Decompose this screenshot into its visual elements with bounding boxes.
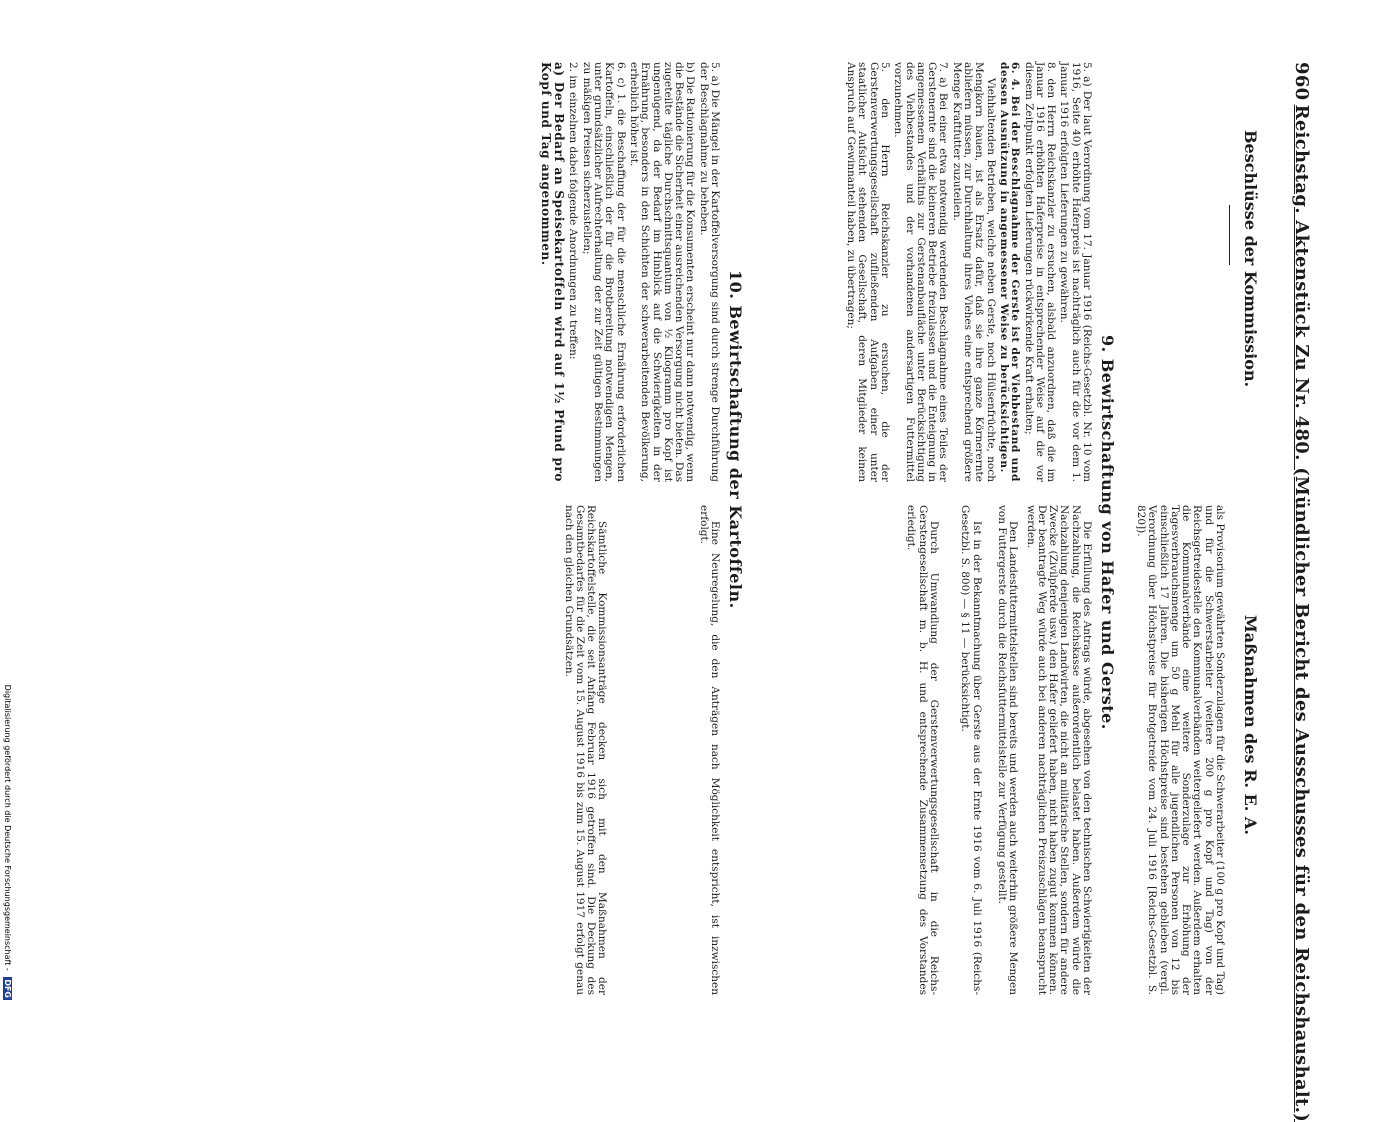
dfg-logo: DFG	[3, 979, 12, 998]
s10-left-item: 2. im einzelnen dabei folgende Anordnungen zu treffen:	[567, 62, 580, 360]
s10-left-item: b) Die Rationierung für die Konsumenten erscheint nur dann notwendig, wenn die Bestände die Sicherheit einer ausreichenden Versorgung nicht bieten. Das zugeteilte tägliche Durchschnittsquantum von ½ Kilogramm pro Kopf ist ungenügend, da der Bedarf im Hinblick auf die Schwierigkeiten in der Ernährung, besonders in den Schichten der schwerarbeitenden Bevölkerung, erheblich höher ist.	[627, 62, 697, 482]
section-9-left	[843, 62, 1092, 482]
header-title: Reichstag. Aktenstück Zu Nr. 480. (Mündlicher Bericht des Ausschusses für den Reichshaushalt.)	[1291, 104, 1312, 1122]
digitization-credit	[0, 0, 12, 1000]
left-column-heading: Beschlüsse der Kommission.	[1241, 130, 1260, 388]
s9-left-item: 7. a) Bei einer etwa notwendig werdenden Beschlagnahme eines Teiles der Gerstenernte sind die kleineren Betriebe freizulassen und die Enteignung in angemessenem Verhältnis zur Gerstenanbaufläche unter Berücksichtigung des Viehbestandes und der vorhandenen andersartigen Futtermittel vorzunehmen.	[892, 62, 950, 482]
s10-left-item: a) Der Bedarf an Speisekartoffeln wird auf 1½ Pfund pro Kopf und Tag angenommen.	[539, 62, 567, 482]
s9-right-item: Ist in der Bekanntmachung über Gerste aus der Ernte 1916 vom 6. Juli 1916 (Reichs-Gesetzbl. S. 800) — § 11 — berücksichtigt.	[959, 505, 983, 995]
s10-left-item: 5. a) Die Mängel in der Kartoffelversorgung sind durch strenge Durchführung der Beschlagnahme zu beheben.	[697, 62, 721, 482]
section-9-title: 9. Bewirtschaftung von Hafer und Gerste.	[1098, 335, 1117, 730]
section-10-right	[560, 505, 720, 995]
s9-left-item: 6. 4. Bei der Beschlagnahme der Gerste ist der Viehbestand und dessen Ausnützung in angemessener Weise zu berücksichtigen.	[997, 62, 1022, 482]
right-top-text: als Provisorium gewährten Sonderzulagen für die Schwerarbeiter (100 g pro Kopf und Tag) und für die Schwerstarbeiter (weitere 200 g pro Kopf und Tag) von der Reichsgetreidestelle den Kommunalverbänden weitergeliefert werden. Außerdem erhalten die Kommunalverbände eine weitere Sonderzulage zur Erhöhung der Tagesverbrauchsmenge um 50 g Mehl für alle jugendlichen Personen von 12 bis einschließlich 17 Jahren. Die bisherigen Höchstpreise sind bestehen geblieben (vergl. Verordnung über Höchstpreise für Brotgetreide vom 24. Juli 1916 [Reichs-Gesetzbl. S. 820]).	[1134, 505, 1226, 995]
page-number: 960	[1291, 62, 1312, 101]
s10-left-item: 6. c) 1. die Beschaffung der für die menschliche Ernährung erforderlichen Kartoffeln, einschließlich der für die Brotbereitung notwendigen Mengen, unter grundsätzlicher Aufrechterhaltung der zur Zeit gültigen Bestimmungen zu mäßigen Preisen sicherzustellen;	[580, 62, 627, 482]
section-10-title: 10. Bewirtschaftung der Kartoffeln.	[726, 270, 745, 609]
s9-right-item: Den Landesfuttermittelstellen sind bereits und werden auch weiterhin größere Mengen von Futtergerste durch die Reichsfuttermittelstelle zur Verfügung gestellt.	[995, 505, 1020, 995]
s9-left-item: Viehhaltenden Betrieben, welche neben Gerste, noch Hülsenfrüchte, noch Mengkorn bauen, ist als Ersatz dafür, daß sie ihre ganze Körnerernte abliefern müssen, zur Durchhaltung ihres Viehes eine entsprechend größere Menge Kraftfutter zuzuteilen.	[950, 62, 997, 482]
s9-left-item: 5. den Herrn Reichskanzler zu ersuchen, die der Gerstenverwertungsgesellschaft zufließenden Aufgaben einer unter staatlicher Aufsicht stehenden Gesellschaft, deren Mitglieder keinen Anspruch auf Gewinnanteil haben, zu übertragen;	[845, 62, 891, 482]
section-9-right	[903, 505, 1092, 995]
section-10-left	[537, 62, 720, 482]
s9-right-item: Durch Umwandlung der Gerstenverwertungsgesellschaft in die Reichs-Gerstengesellschaft m. b. H. und entsprechende Zusammensetzung des Vorstandes erledigt.	[905, 505, 941, 995]
heading-rule	[1229, 205, 1230, 265]
page-header	[1282, 62, 1312, 1122]
credit-text: Digitalisierung gefördert durch die Deutsche Forschungsgemeinschaft -	[3, 684, 12, 971]
s10-right-item: Eine Neuregelung, die den Anträgen nach Möglichkeit entspricht, ist inzwischen erfolgt.	[697, 505, 721, 995]
s9-right-item: Die Erfüllung des Antrags würde, abgesehen von den technischen Schwierigkeiten der Nachzahlung, die Reichskasse außerordentlich belastet haben. Außerdem würde die Nachzahlung denjenigen Landwirten, die nicht an militärische Stellen, sondern für andere Zwecke (Zivilpferde usw.) den Hafer geliefert haben, nicht haben zugut kommen können. Der beantragte Weg würde auch bei anderen nachträglichen Preiszuschlägen beansprucht werden.	[1024, 505, 1093, 995]
right-column-heading: Maßnahmen des R. E. A.	[1241, 615, 1260, 835]
s9-left-item: 5. a) Der laut Verordnung vom 17. Januar 1916 (Reichs-Gesetzbl. Nr. 10 vom 1916, Seite 40) erhöhte Haferpreis ist nachträglich auch für die vor dem 1. Januar 1916 erfolgten Lieferungen zu gewähren.	[1058, 62, 1093, 482]
s9-left-item: 8. den Herrn Reichskanzler zu ersuchen, alsbald anzuordnen, daß die im Januar 1916 erhöhten Haferpreise in entsprechender Weise auf die vor diesem Zeitpunkt erfolgten Lieferungen rückwirkende Kraft erhalten;	[1022, 62, 1058, 482]
s10-right-item: Sämtliche Kommissionsanträge decken sich mit den Maßnahmen der Reichskartoffelstelle, die seit Anfang Februar 1916 getroffen sind. Die Deckung des Gesamtbedarfes für die Zeit vom 15. August 1916 bis zum 15. August 1917 erfolgt genau nach den gleichen Grundsätzen.	[562, 505, 609, 995]
